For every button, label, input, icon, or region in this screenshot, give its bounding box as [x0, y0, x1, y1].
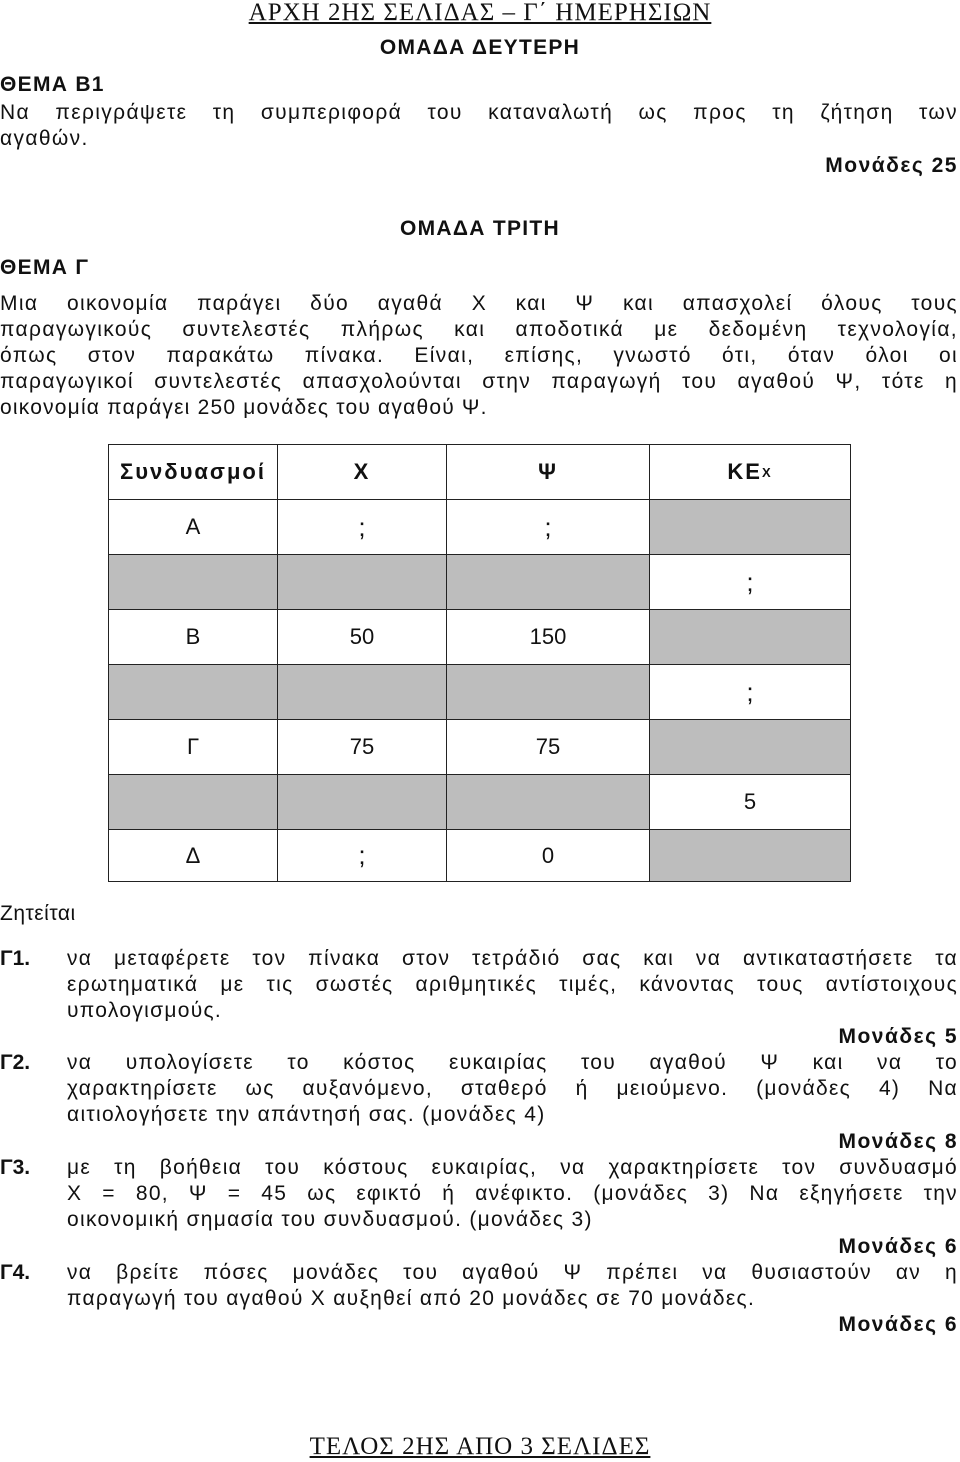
table-cell-ke: 5 [649, 774, 851, 830]
table-cell-shaded [108, 554, 278, 610]
table-cell-shaded [649, 609, 851, 665]
b1-points: Μονάδες 25 [825, 154, 958, 177]
g-intro-line: οικονομία παράγει 250 μονάδες του αγαθού Ψ. [0, 396, 488, 419]
table-cell-shaded [108, 664, 278, 720]
table-header-ke-subscript: Χ [761, 464, 773, 480]
table-cell-y: 0 [446, 829, 650, 882]
question-points: Μονάδες 5 [838, 1025, 958, 1048]
question-line: ερωτηματικά με τις σωστές αριθμητικές τιμές, κάνοντας τους αντίστοιχους [67, 973, 958, 996]
table-cell-x: 50 [277, 609, 447, 665]
b1-text-line: Να περιγράψετε τη συμπεριφορά του καταναλωτή ως προς τη ζήτηση των [0, 101, 958, 124]
question-label: Γ4. [0, 1261, 31, 1284]
question-line: να μεταφέρετε τον πίνακα στον τετράδιό σας και να αντικαταστήσετε τα [67, 947, 958, 970]
page-footer: ΤΕΛΟΣ 2ΗΣ ΑΠΟ 3 ΣΕΛΙΔΕΣ [309, 1433, 651, 1460]
question-points: Μονάδες 6 [838, 1313, 958, 1336]
table-cell-shaded [108, 774, 278, 830]
g-intro-line: παραγωγικοί συντελεστές απασχολούνται στην παραγωγή του αγαθού Ψ, τότε η [0, 370, 958, 393]
group-two-title: ΟΜΑΔΑ ΔΕΥΤΕΡΗ [379, 36, 581, 59]
table-cell-y: ; [446, 499, 650, 555]
table-cell-shaded [446, 554, 650, 610]
table-cell-shaded [446, 774, 650, 830]
table-cell-shaded [649, 719, 851, 775]
table-cell-x: ; [277, 499, 447, 555]
page-header: ΑΡΧΗ 2ΗΣ ΣΕΛΙΔΑΣ – Γ΄ ΗΜΕΡΗΣΙΩΝ [248, 0, 712, 26]
table-cell-y: 150 [446, 609, 650, 665]
table-cell-combo: Δ [108, 829, 278, 882]
production-possibilities-table [108, 444, 851, 882]
b1-title: ΘΕΜΑ Β1 [0, 73, 105, 96]
table-cell-combo: Γ [108, 719, 278, 775]
table-cell-shaded [649, 499, 851, 555]
question-points: Μονάδες 8 [838, 1130, 958, 1153]
question-line: να υπολογίσετε το κόστος ευκαιρίας του αγαθού Ψ και να το [67, 1051, 958, 1074]
table-cell-shaded [446, 664, 650, 720]
table-cell-shaded [277, 664, 447, 720]
question-line: υπολογισμούς. [67, 999, 223, 1022]
table-cell-ke: ; [649, 664, 851, 720]
table-header-ke-label: ΚΕ [727, 459, 762, 484]
table-cell-y: 75 [446, 719, 650, 775]
question-line: χαρακτηρίσετε ως αυξανόμενο, σταθερό ή μειούμενο. (μονάδες 4) Να [67, 1077, 958, 1100]
group-three-title: ΟΜΑΔΑ ΤΡΙΤΗ [399, 217, 561, 240]
table-cell-shaded [277, 554, 447, 610]
table-header-combinations: Συνδυασμοί [108, 444, 278, 500]
b1-text-line: αγαθών. [0, 127, 89, 150]
table-cell-combo: Α [108, 499, 278, 555]
question-line: αιτιολογήσετε την απάντησή σας. (μονάδες 4) [67, 1103, 546, 1126]
g-intro-line: όπως στον παρακάτω πίνακα. Είναι, επίσης, γνωστό ότι, όταν όλοι οι [0, 344, 958, 367]
question-line: να βρείτε πόσες μονάδες του αγαθού Ψ πρέπει να θυσιαστούν αν η [67, 1261, 958, 1284]
table-cell-shaded [649, 829, 851, 882]
requested-label: Ζητείται [0, 902, 76, 925]
question-label: Γ1. [0, 947, 31, 970]
question-line: με τη βοήθεια του κόστους ευκαιρίας, να χαρακτηρίσετε τον συνδυασμό [67, 1156, 958, 1179]
g-title: ΘΕΜΑ Γ [0, 256, 90, 279]
table-cell-ke: ; [649, 554, 851, 610]
g-intro-line: Μια οικονομία παράγει δύο αγαθά Χ και Ψ και απασχολεί όλους τους [0, 292, 958, 315]
table-cell-combo: Β [108, 609, 278, 665]
table-cell-x: ; [277, 829, 447, 882]
question-label: Γ2. [0, 1051, 31, 1074]
table-header-ke [649, 444, 851, 500]
table-cell-shaded [277, 774, 447, 830]
question-line: οικονομική σημασία του συνδυασμού. (μονάδες 3) [67, 1208, 593, 1231]
question-points: Μονάδες 6 [838, 1235, 958, 1258]
question-label: Γ3. [0, 1156, 31, 1179]
g-intro-line: παραγωγικούς συντελεστές πλήρως και αποδοτικά με δεδομένη τεχνολογία, [0, 318, 958, 341]
question-line: Χ = 80, Ψ = 45 ως εφικτό ή ανέφικτο. (μονάδες 3) Να εξηγήσετε την [67, 1182, 958, 1205]
table-cell-x: 75 [277, 719, 447, 775]
table-header-x: Χ [277, 444, 447, 500]
question-line: παραγωγή του αγαθού Χ αυξηθεί από 20 μονάδες σε 70 μονάδες. [67, 1287, 756, 1310]
table-header-y: Ψ [446, 444, 650, 500]
